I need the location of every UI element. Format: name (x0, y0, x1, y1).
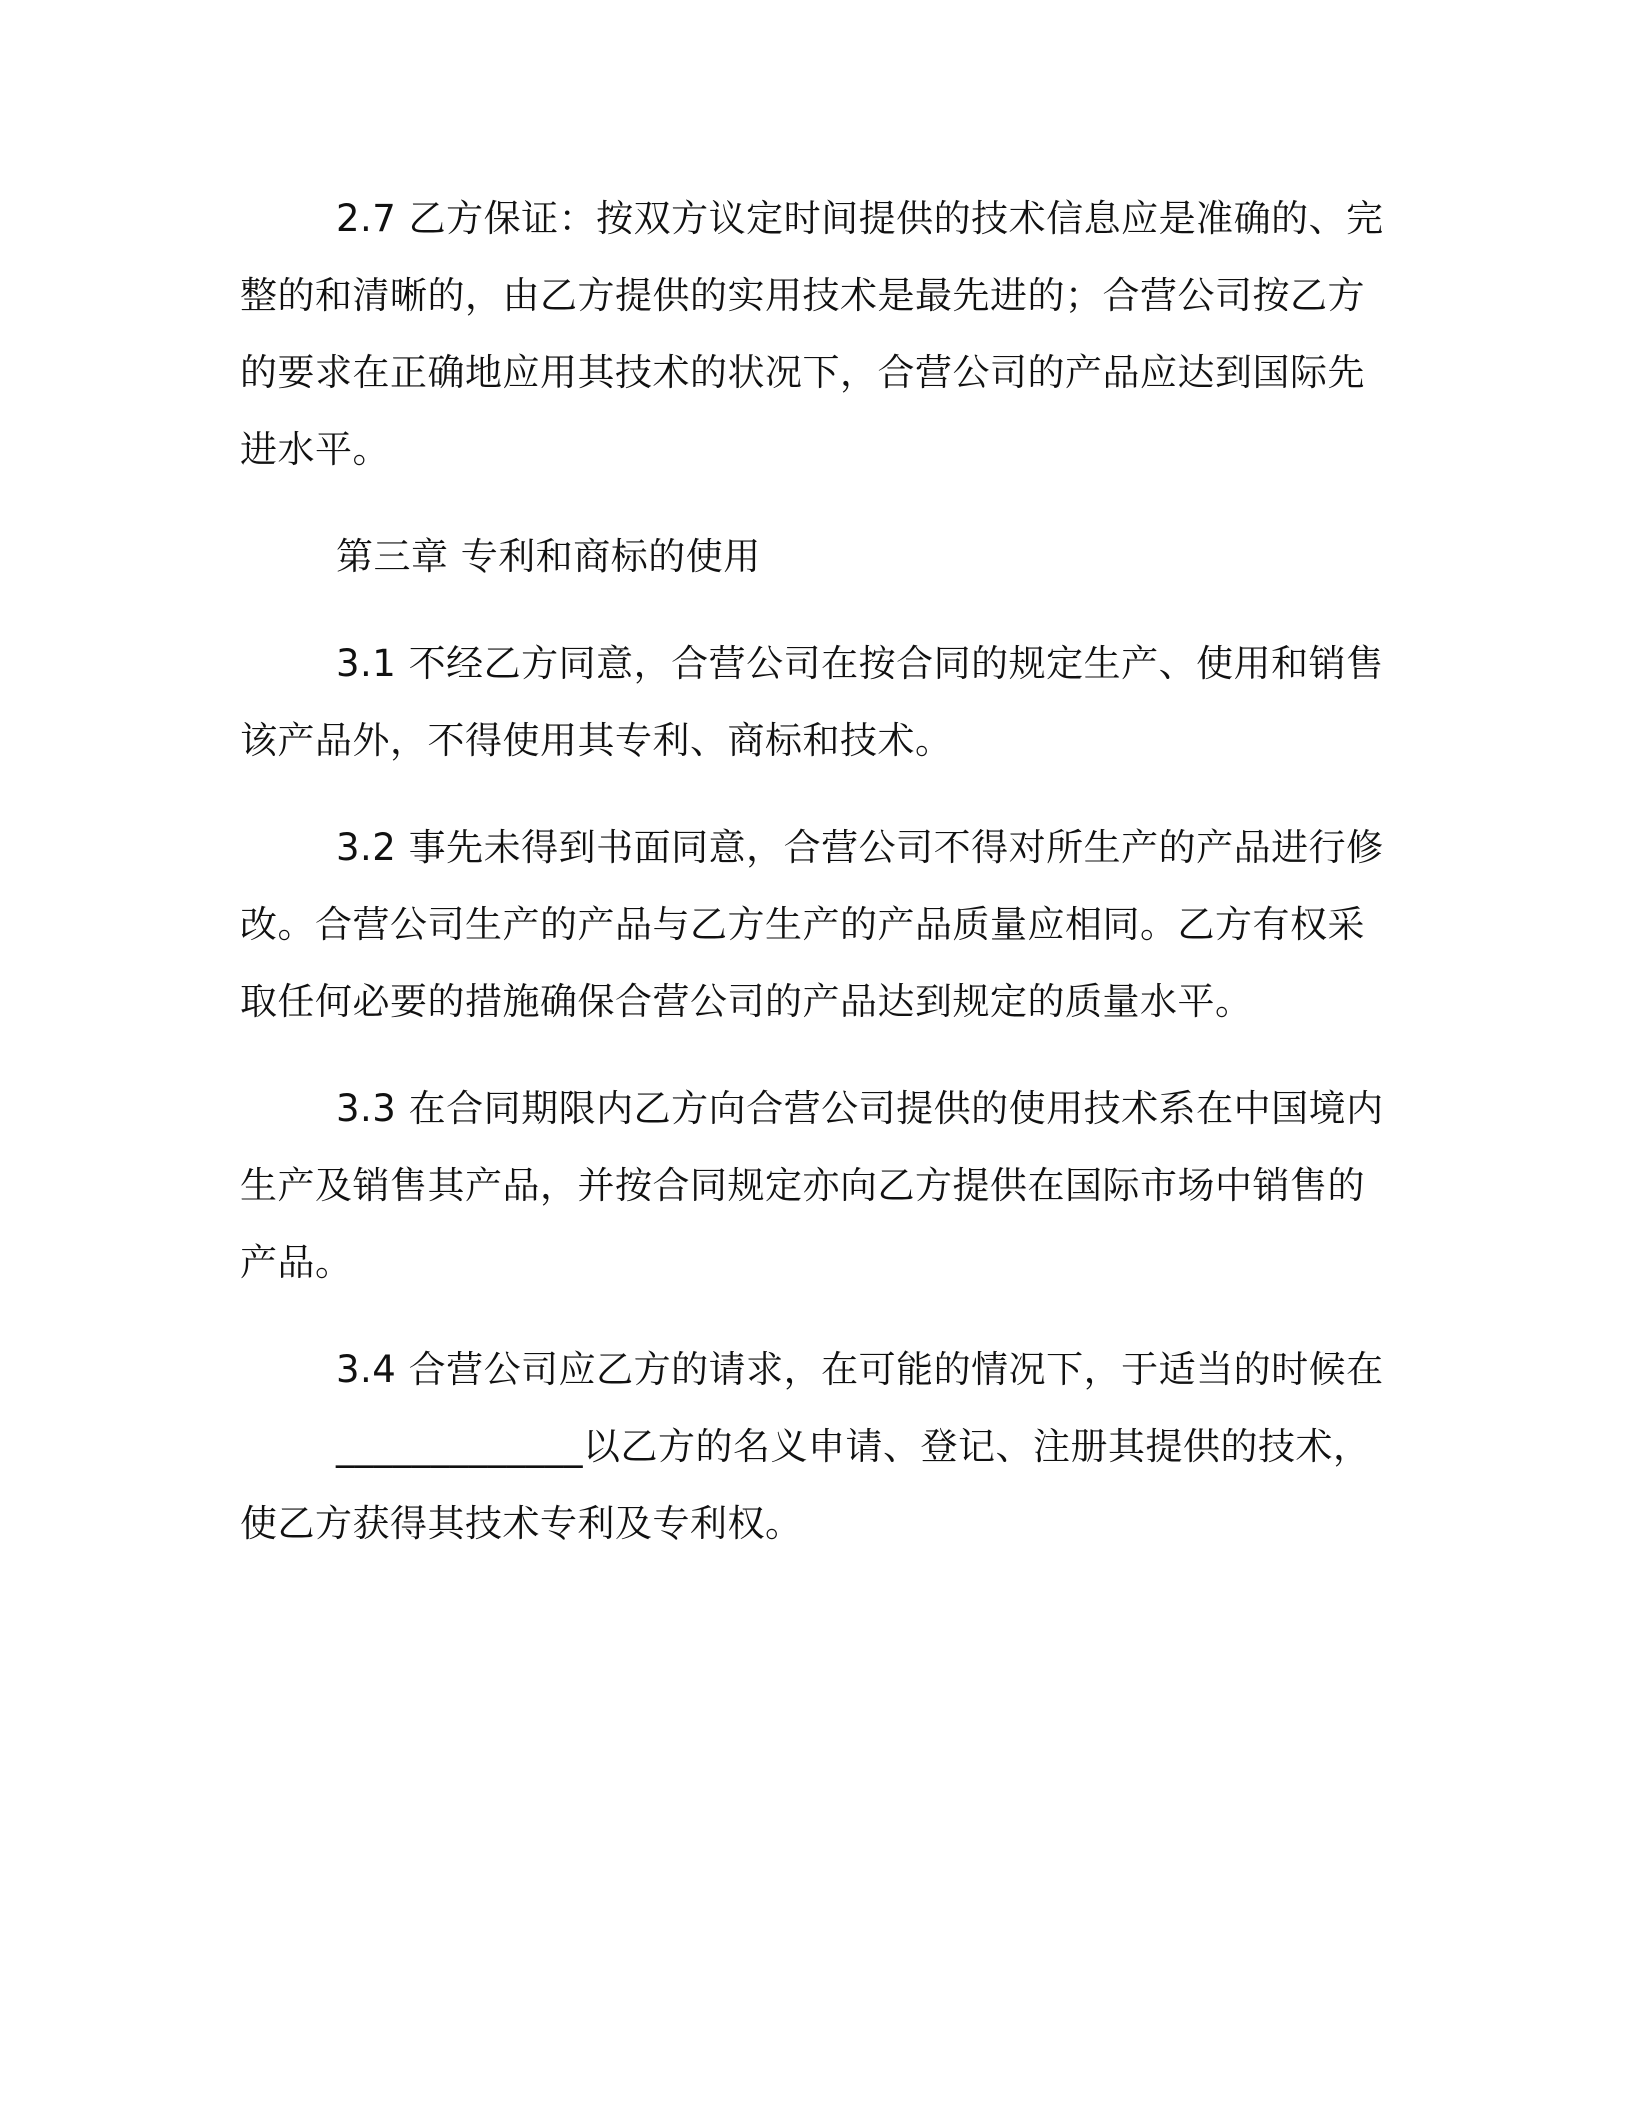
fill-in-blank: _____________ (336, 1425, 583, 1468)
clause-3-4-text-before: 3.4 合营公司应乙方的请求，在可能的情况下，于适当的时候在 (336, 1348, 1384, 1391)
clause-3-4-text-after: 以乙方的名义申请、登记、注册其提供的技术，使乙方获得其技术专利及专利权。 (240, 1425, 1371, 1545)
clause-3-4 (240, 1331, 1400, 1562)
chapter-3-heading: 第三章 专利和商标的使用 (336, 535, 761, 578)
clause-3-2: 3.2 事先未得到书面同意，合营公司不得对所生产的产品进行修改。合营公司生产的产品与乙方生产的产品质量应相同。乙方有权采取任何必要的措施确保合营公司的产品达到规定的质量水平。 (240, 826, 1384, 1023)
clause-3-1: 3.1 不经乙方同意，合营公司在按合同的规定生产、使用和销售该产品外，不得使用其专利、商标和技术。 (240, 642, 1384, 762)
clause-2-7: 2.7 乙方保证：按双方议定时间提供的技术信息应是准确的、完整的和清晰的，由乙方提供的实用技术是最先进的；合营公司按乙方的要求在正确地应用其技术的状况下，合营公司的产品应达到国际先进水平。 (240, 197, 1384, 471)
document-body (240, 180, 1400, 1562)
clause-3-3: 3.3 在合同期限内乙方向合营公司提供的使用技术系在中国境内生产及销售其产品，并按合同规定亦向乙方提供在国际市场中销售的产品。 (240, 1087, 1384, 1284)
